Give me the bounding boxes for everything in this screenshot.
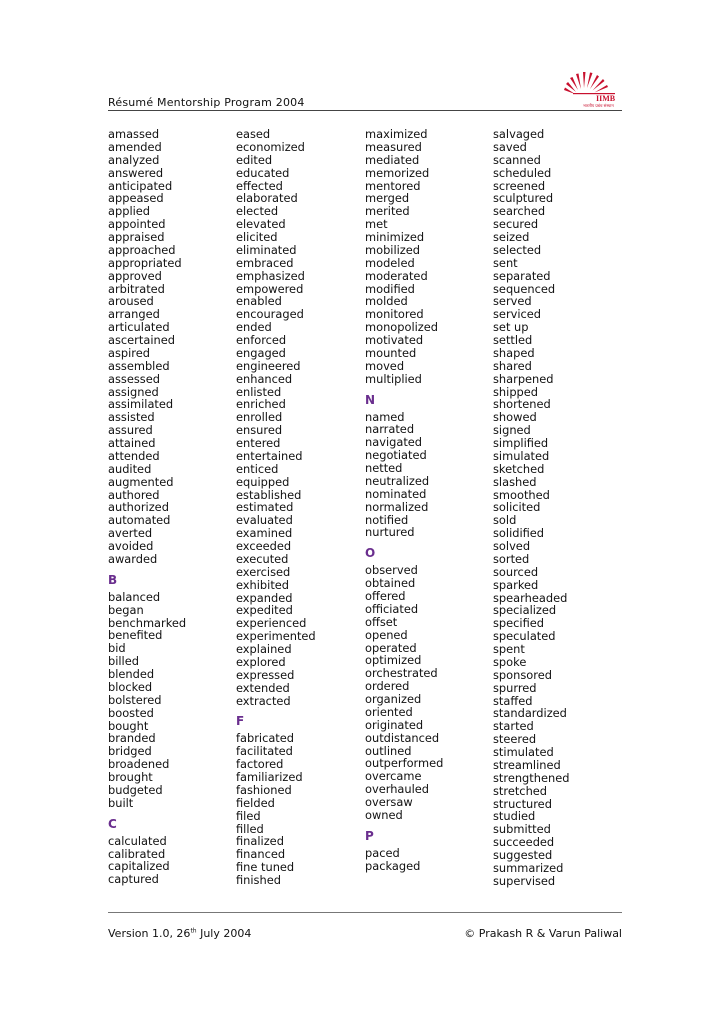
list-item: analyzed [108,152,160,167]
list-item: began [108,602,144,617]
list-item: modeled [365,255,415,270]
list-item: enhanced [236,371,293,386]
list-item: exercised [236,564,291,579]
list-item: ensured [236,423,283,438]
list-item: mounted [365,345,417,360]
list-item: overcame [365,769,422,784]
section-letter: F [236,714,245,729]
list-item: nominated [365,486,427,501]
list-item: approached [108,242,176,257]
list-item: augmented [108,474,174,489]
list-item: evaluated [236,513,293,528]
list-item: supervised [493,873,556,888]
list-item: ordered [365,679,410,694]
list-item: steered [493,732,537,747]
list-item: outdistanced [365,730,440,745]
list-item: sold [493,513,517,528]
list-item: summarized [493,860,564,875]
list-item: broadened [108,757,170,772]
list-item: brought [108,770,153,784]
iimb-logo [556,64,622,108]
list-item: expedited [236,603,293,618]
list-item: aspired [108,345,150,360]
list-item: bridged [108,744,152,759]
list-item: appraised [108,230,165,244]
list-item: embraced [236,255,294,270]
list-item: searched [493,204,546,219]
list-item: sculptured [493,191,554,206]
list-item: assessed [108,371,160,386]
section-letter: C [108,816,117,831]
list-item: eased [236,127,271,141]
list-item: ascertained [108,333,175,347]
list-item: solved [493,539,531,553]
list-item: molded [365,294,408,309]
list-item: finalized [236,834,284,849]
list-item: solidified [493,526,545,541]
list-item: elaborated [236,191,298,206]
list-item: fine tuned [236,860,295,875]
list-item: filed [236,808,261,823]
list-item: averted [108,526,153,541]
list-item: appeased [108,191,164,206]
list-item: mobilized [365,242,421,257]
list-item: served [493,294,532,309]
list-item: smoothed [493,487,550,502]
list-item: named [365,409,405,424]
list-item: offset [365,614,398,629]
list-item: balanced [108,589,161,604]
list-item: emphasized [236,268,305,283]
list-item: set up [493,320,529,335]
list-item: standardized [493,706,567,721]
list-item: estimated [236,500,294,515]
list-item: applied [108,204,151,219]
list-item: modified [365,281,415,296]
list-item: owned [365,807,403,822]
list-item: sparked [493,577,539,592]
list-item: elicited [236,230,278,244]
list-item: captured [108,872,159,887]
list-item: calibrated [108,846,166,861]
list-item: experienced [236,616,307,631]
footer-version [108,927,251,940]
list-item: financed [236,847,286,862]
list-item: facilitated [236,744,293,759]
list-item: screened [493,178,546,193]
list-item: filled [236,821,264,836]
list-item: elevated [236,217,286,232]
list-item: streamlined [493,757,561,772]
list-item: packaged [365,858,421,873]
list-item: succeeded [493,835,555,850]
list-item: finished [236,873,281,887]
list-item: budgeted [108,782,163,797]
header-divider [108,110,622,111]
list-item: factored [236,757,284,772]
list-item: negotiated [365,448,427,463]
footer-divider [108,912,622,913]
list-item: navigated [365,435,423,450]
list-item: educated [236,165,290,180]
list-item: moved [365,358,405,373]
list-item: paced [365,845,400,860]
list-item: eliminated [236,242,297,257]
list-item: explained [236,642,292,656]
list-item: benchmarked [108,615,187,630]
list-item: monitored [365,307,424,322]
list-item: separated [493,268,551,283]
list-item: started [493,719,534,734]
list-item: enforced [236,333,287,347]
list-item: scheduled [493,165,552,180]
list-item: sponsored [493,667,552,682]
list-item: assigned [108,384,159,399]
list-item: executed [236,551,289,566]
list-item: arranged [108,307,160,322]
list-item: offered [365,589,406,603]
list-item: sequenced [493,281,556,296]
list-item: assisted [108,410,155,425]
logo-text: IIMB [596,94,616,103]
list-item: showed [493,410,537,425]
list-item: stimulated [493,745,554,759]
list-item: outlined [365,743,412,758]
list-item: maximized [365,127,428,141]
list-item: operated [365,640,417,655]
verb-columns [108,128,622,898]
list-item: blended [108,667,155,681]
list-item: spurred [493,680,537,695]
list-item: structured [493,796,552,811]
list-item: spoke [493,654,527,669]
list-item: overhauled [365,782,430,797]
header-title: Résumé Mentorship Program 2004 [108,96,305,109]
section-letter: B [108,572,118,587]
list-item: orchestrated [365,666,438,681]
list-item: established [236,487,302,502]
list-item: amended [108,139,162,154]
logo-subtext: भारतीय प्रबंध संस्थान [583,103,614,108]
list-item: settled [493,333,533,347]
list-item: empowered [236,281,304,296]
list-item: shaped [493,345,535,360]
list-item: encouraged [236,307,304,322]
list-item: bolstered [108,692,162,707]
list-item: slashed [493,474,537,489]
list-item: minimized [365,230,425,244]
list-item: moderated [365,268,428,283]
list-item: sharpened [493,371,554,386]
list-item: opened [365,627,408,642]
list-item: calculated [108,833,167,848]
list-item: serviced [493,307,542,322]
list-item: sketched [493,461,545,476]
list-item: monopolized [365,320,438,335]
list-item: suggested [493,848,553,862]
list-item: enticed [236,461,279,476]
list-item: exceeded [236,539,292,553]
column-4 [493,128,621,888]
list-item: fabricated [236,731,295,746]
list-item: notified [365,512,409,527]
list-item: enlisted [236,384,282,399]
list-item: studied [493,809,536,824]
list-item: met [365,217,388,232]
list-item: blocked [108,679,153,694]
list-item: avoided [108,539,154,553]
list-item: nurtured [365,525,415,540]
list-item: awarded [108,551,158,566]
version-prefix: Version 1.0, 26 [108,927,191,940]
list-item: sourced [493,564,539,579]
list-item: spent [493,642,525,656]
section-letter: O [365,546,376,561]
list-item: effected [236,178,283,193]
list-item: approved [108,268,162,283]
list-item: branded [108,731,156,746]
list-item: extended [236,680,290,695]
list-item: equipped [236,474,290,489]
list-item: neutralized [365,473,430,488]
list-item: expressed [236,667,295,682]
list-item: solicited [493,500,541,515]
list-item: specialized [493,603,557,618]
list-item: saved [493,139,527,154]
list-item: authorized [108,500,169,515]
list-item: automated [108,513,171,528]
list-item: submitted [493,822,551,837]
list-item: scanned [493,152,541,167]
list-item: enabled [236,294,282,309]
list-item: shared [493,358,532,373]
list-item: amassed [108,127,160,141]
list-item: anticipated [108,178,173,193]
list-item: stretched [493,783,548,798]
list-item: originated [365,717,424,732]
list-item: specified [493,616,545,631]
list-item: merged [365,191,410,206]
list-item: oversaw [365,795,413,809]
list-item: enrolled [236,410,283,425]
list-item: observed [365,563,418,578]
list-item: assured [108,423,153,438]
column-3 [365,128,493,873]
list-item: engaged [236,345,286,360]
list-item: outperformed [365,756,444,771]
version-suffix: July 2004 [196,927,252,940]
list-item: fielded [236,795,275,810]
list-item: memorized [365,165,430,180]
list-item: optimized [365,653,422,668]
list-item: shortened [493,397,551,412]
list-item: aroused [108,294,154,309]
list-item: signed [493,423,531,438]
list-item: normalized [365,499,429,514]
list-item: mediated [365,152,420,167]
list-item: sorted [493,551,530,566]
list-item: measured [365,139,422,154]
list-item: ended [236,320,272,335]
list-item: narrated [365,422,415,437]
list-item: shipped [493,384,539,399]
list-item: assimilated [108,397,174,412]
list-item: familiarized [236,770,303,784]
list-item: appropriated [108,255,182,270]
list-item: spearheaded [493,590,568,605]
section-letter: N [365,392,376,407]
column-1 [108,128,236,886]
list-item: attained [108,436,156,450]
list-item: netted [365,461,403,475]
list-item: extracted [236,693,291,708]
list-item: motivated [365,333,424,347]
list-item: arbitrated [108,281,165,296]
list-item: entertained [236,448,303,463]
list-item: audited [108,461,152,476]
list-item: officiated [365,601,419,616]
list-item: secured [493,217,539,232]
list-item: edited [236,152,273,167]
list-item: strengthened [493,770,570,785]
list-item: obtained [365,576,416,591]
list-item: expanded [236,590,293,605]
list-item: assembled [108,358,170,373]
list-item: capitalized [108,859,170,874]
list-item: attended [108,448,160,463]
list-item: bought [108,718,149,733]
list-item: oriented [365,704,413,719]
list-item: engineered [236,358,301,373]
list-item: answered [108,165,164,180]
list-item: entered [236,436,281,450]
list-item: appointed [108,217,166,232]
list-item: mentored [365,178,421,193]
list-item: simulated [493,448,550,463]
list-item: bid [108,641,126,656]
list-item: enriched [236,397,286,412]
list-item: boosted [108,705,154,720]
list-item: built [108,795,134,810]
list-item: benefited [108,628,163,643]
column-2 [236,128,364,887]
list-item: explored [236,654,286,669]
list-item: billed [108,654,139,669]
list-item: speculated [493,629,556,644]
list-item: staffed [493,693,533,708]
list-item: economized [236,139,305,154]
list-item: sent [493,255,518,270]
list-item: exhibited [236,577,290,592]
version-sup: th [190,927,197,935]
list-item: salvaged [493,127,545,141]
list-item: simplified [493,436,549,450]
list-item: examined [236,526,293,541]
list-item: organized [365,692,422,706]
list-item: multiplied [365,371,422,386]
list-item: selected [493,242,542,257]
footer-copyright: © Prakash R & Varun Paliwal [464,927,622,940]
section-letter: P [365,828,374,843]
list-item: seized [493,230,530,244]
list-item: authored [108,487,160,502]
list-item: merited [365,204,410,219]
list-item: elected [236,204,279,219]
list-item: articulated [108,320,170,335]
list-item: experimented [236,629,316,644]
list-item: fashioned [236,782,292,797]
